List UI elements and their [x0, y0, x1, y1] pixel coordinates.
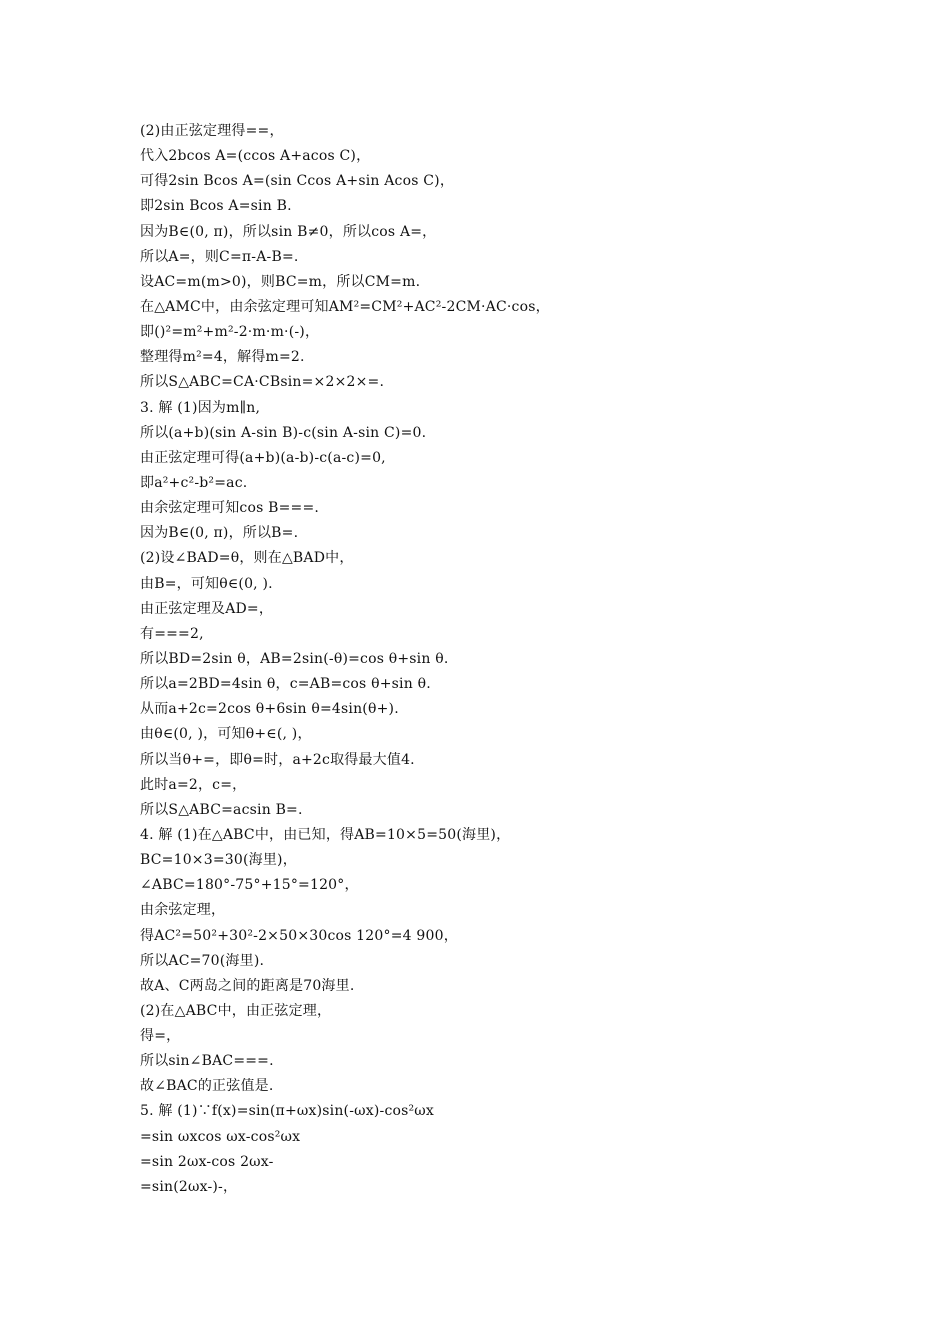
text-line: 由余弦定理，: [140, 902, 226, 919]
text-line: 即2sin Bcos A=sin B.: [140, 198, 292, 215]
problem-3-heading: 3. 解 (1)因为m∥n,: [140, 399, 261, 416]
problem-5-heading: 5. 解 (1)∵f(x)=sin(π+ωx)sin(-ωx)-cos²ωx: [140, 1103, 435, 1120]
text-line: (2)在△ABC中，由正弦定理，: [140, 1002, 332, 1019]
text-line: 有===2,: [140, 625, 204, 642]
text-line: 所以S△ABC=CA·CBsin=×2×2×=.: [140, 374, 385, 391]
text-line: 所以a=2BD=4sin θ，c=AB=cos θ+sin θ.: [140, 676, 431, 693]
text-line: 由θ∈(0, )，可知θ+∈(, )，: [140, 726, 312, 743]
text-line: =sin ωxcos ωx-cos²ωx: [140, 1128, 301, 1145]
text-line: 所以BD=2sin θ，AB=2sin(-θ)=cos θ+sin θ.: [140, 650, 449, 667]
text-line: 整理得m²=4，解得m=2.: [140, 349, 305, 366]
text-line: 即()²=m²+m²-2·m·m·(-)，: [140, 324, 320, 341]
text-line: BC=10×3=30(海里)，: [140, 852, 297, 869]
text-line: 从而a+2c=2cos θ+6sin θ=4sin(θ+).: [140, 701, 399, 718]
text-line: 因为B∈(0, π)，所以B=.: [140, 525, 299, 542]
text-line: 此时a=2，c=，: [140, 776, 247, 793]
text-line: =sin 2ωx-cos 2ωx-: [140, 1153, 274, 1170]
text-line: 所以AC=70(海里).: [140, 952, 265, 969]
text-line: 由正弦定理可得(a+b)(a-b)-c(a-c)=0,: [140, 449, 386, 466]
text-line: 因为B∈(0, π)，所以sin B≠0，所以cos A=，: [140, 223, 437, 240]
text-line: 故A、C两岛之间的距离是70海里.: [140, 977, 355, 994]
document-body: [140, 119, 920, 1200]
text-line: 设AC=m(m>0)，则BC=m，所以CM=m.: [140, 273, 421, 290]
text-line: =sin(2ωx-)-，: [140, 1178, 238, 1195]
text-line: (2)设∠BAD=θ，则在△BAD中，: [140, 550, 354, 567]
text-line: 所以sin∠BAC===.: [140, 1053, 274, 1070]
problem-4-heading: 4. 解 (1)在△ABC中，由已知，得AB=10×5=50(海里)，: [140, 826, 511, 843]
text-line: ∠ABC=180°-75°+15°=120°，: [140, 877, 359, 894]
text-line: 由余弦定理可知cos B===.: [140, 500, 320, 517]
text-line: 在△AMC中，由余弦定理可知AM²=CM²+AC²-2CM·AC·cos，: [140, 298, 550, 315]
text-line: 得=，: [140, 1028, 181, 1045]
text-line: 可得2sin Bcos A=(sin Ccos A+sin Acos C)，: [140, 173, 455, 190]
text-line: 所以S△ABC=acsin B=.: [140, 801, 303, 818]
text-line: 所以当θ+=，即θ=时，a+2c取得最大值4.: [140, 751, 415, 768]
text-line: 故∠BAC的正弦值是.: [140, 1078, 274, 1095]
text-line: 得AC²=50²+30²-2×50×30cos 120°=4 900，: [140, 927, 458, 944]
text-line: 所以A=，则C=π-A-B=.: [140, 248, 299, 265]
text-line: 由正弦定理及AD=，: [140, 600, 274, 617]
text-line: 即a²+c²-b²=ac.: [140, 474, 248, 491]
text-line: 代入2bcos A=(ccos A+acos C)，: [140, 148, 371, 165]
text-line: 由B=，可知θ∈(0, ).: [140, 575, 273, 592]
text-line: (2)由正弦定理得==，: [140, 123, 284, 139]
text-line: 所以(a+b)(sin A-sin B)-c(sin A-sin C)=0.: [140, 424, 427, 441]
